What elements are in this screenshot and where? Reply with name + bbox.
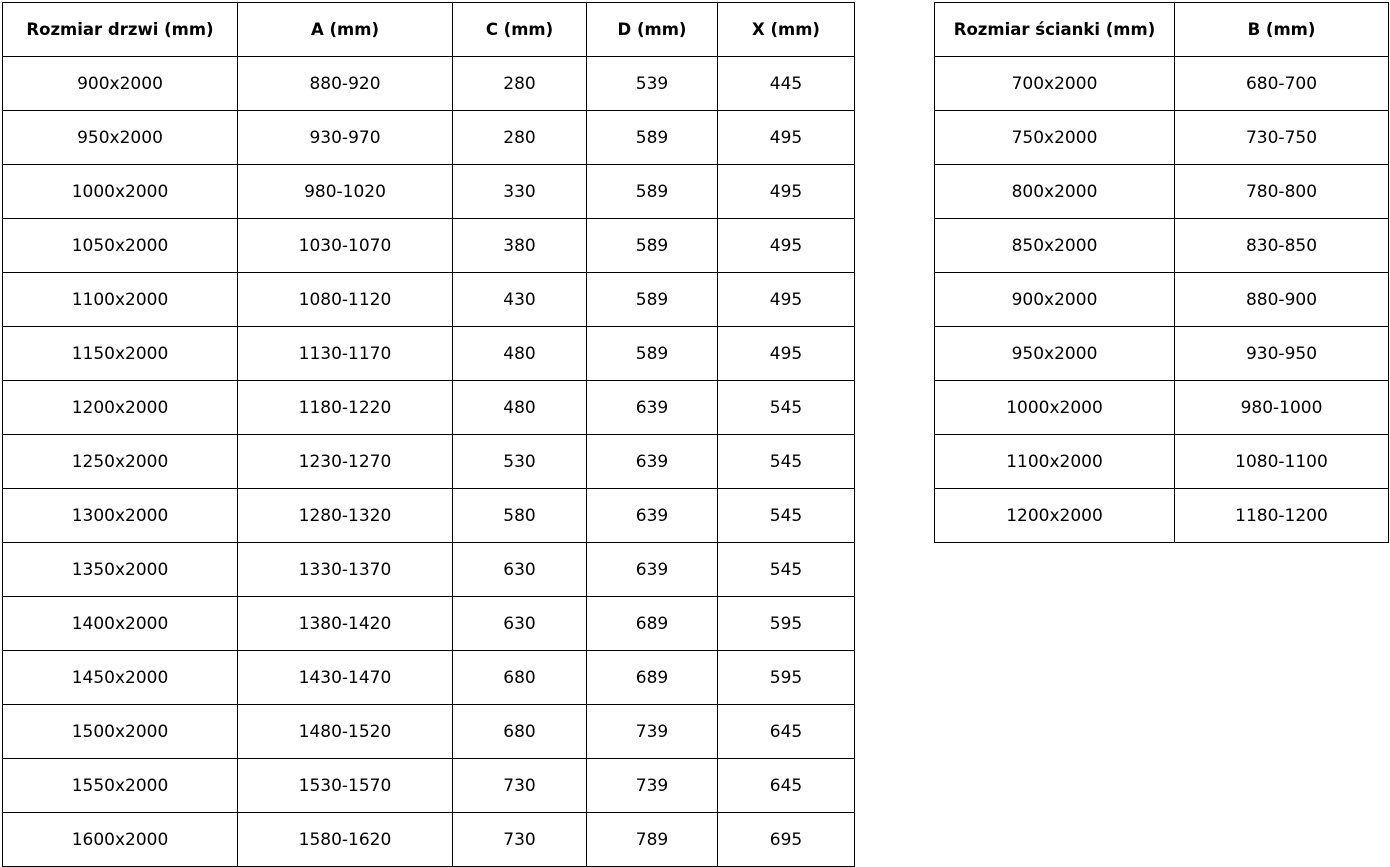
table-row: [3, 435, 855, 489]
cell-d: 739: [587, 759, 718, 813]
cell-a: 1080-1120: [238, 273, 453, 327]
cell-x: 545: [718, 381, 855, 435]
cell-door-size: 1150x2000: [3, 327, 238, 381]
cell-door-size: 1250x2000: [3, 435, 238, 489]
cell-door-size: 1350x2000: [3, 543, 238, 597]
cell-x: 545: [718, 435, 855, 489]
cell-d: 639: [587, 435, 718, 489]
table-row: [935, 57, 1389, 111]
cell-door-size: 1600x2000: [3, 813, 238, 867]
cell-door-size: 1550x2000: [3, 759, 238, 813]
cell-d: 639: [587, 489, 718, 543]
column-header-b: B (mm): [1175, 3, 1389, 57]
cell-door-size: 1100x2000: [3, 273, 238, 327]
cell-c: 280: [453, 57, 587, 111]
table-row: [3, 273, 855, 327]
table-row: [3, 813, 855, 867]
cell-c: 330: [453, 165, 587, 219]
column-header-d: D (mm): [587, 3, 718, 57]
table-row: [3, 165, 855, 219]
cell-c: 580: [453, 489, 587, 543]
cell-a: 1280-1320: [238, 489, 453, 543]
cell-a: 1230-1270: [238, 435, 453, 489]
table-row: [3, 219, 855, 273]
cell-a: 930-970: [238, 111, 453, 165]
column-header-c: C (mm): [453, 3, 587, 57]
table-row: [935, 165, 1389, 219]
cell-d: 689: [587, 651, 718, 705]
cell-b: 1080-1100: [1175, 435, 1389, 489]
cell-c: 280: [453, 111, 587, 165]
cell-door-size: 1050x2000: [3, 219, 238, 273]
table-row: [3, 759, 855, 813]
cell-c: 680: [453, 705, 587, 759]
cell-b: 980-1000: [1175, 381, 1389, 435]
cell-x: 495: [718, 327, 855, 381]
cell-door-size: 1500x2000: [3, 705, 238, 759]
cell-d: 639: [587, 543, 718, 597]
cell-a: 1580-1620: [238, 813, 453, 867]
cell-d: 689: [587, 597, 718, 651]
cell-c: 480: [453, 381, 587, 435]
table-row: [935, 489, 1389, 543]
table-row: [935, 273, 1389, 327]
table-header-row: [935, 3, 1389, 57]
cell-c: 630: [453, 543, 587, 597]
cell-d: 589: [587, 165, 718, 219]
cell-door-size: 1450x2000: [3, 651, 238, 705]
table-row: [3, 651, 855, 705]
cell-a: 1180-1220: [238, 381, 453, 435]
table-row: [3, 705, 855, 759]
cell-wall-size: 1000x2000: [935, 381, 1175, 435]
cell-wall-size: 900x2000: [935, 273, 1175, 327]
cell-c: 730: [453, 759, 587, 813]
cell-d: 789: [587, 813, 718, 867]
cell-x: 645: [718, 705, 855, 759]
table-row: [3, 543, 855, 597]
cell-d: 639: [587, 381, 718, 435]
table-row: [3, 489, 855, 543]
cell-b: 730-750: [1175, 111, 1389, 165]
cell-wall-size: 1100x2000: [935, 435, 1175, 489]
cell-wall-size: 1200x2000: [935, 489, 1175, 543]
cell-x: 595: [718, 597, 855, 651]
cell-a: 1430-1470: [238, 651, 453, 705]
cell-x: 695: [718, 813, 855, 867]
cell-d: 589: [587, 111, 718, 165]
cell-door-size: 1300x2000: [3, 489, 238, 543]
column-header-door-size: Rozmiar drzwi (mm): [3, 3, 238, 57]
cell-a: 1330-1370: [238, 543, 453, 597]
cell-x: 645: [718, 759, 855, 813]
cell-a: 980-1020: [238, 165, 453, 219]
cell-d: 539: [587, 57, 718, 111]
cell-door-size: 950x2000: [3, 111, 238, 165]
column-header-a: A (mm): [238, 3, 453, 57]
table-row: [935, 435, 1389, 489]
cell-d: 589: [587, 219, 718, 273]
cell-x: 495: [718, 219, 855, 273]
cell-c: 630: [453, 597, 587, 651]
cell-c: 680: [453, 651, 587, 705]
cell-door-size: 1400x2000: [3, 597, 238, 651]
column-header-wall-size: Rozmiar ścianki (mm): [935, 3, 1175, 57]
cell-d: 589: [587, 273, 718, 327]
table-row: [3, 57, 855, 111]
cell-wall-size: 800x2000: [935, 165, 1175, 219]
cell-c: 480: [453, 327, 587, 381]
cell-x: 495: [718, 165, 855, 219]
cell-b: 1180-1200: [1175, 489, 1389, 543]
table-row: [935, 111, 1389, 165]
table-row: [3, 597, 855, 651]
door-dimensions-table: [2, 2, 855, 867]
cell-d: 589: [587, 327, 718, 381]
table-row: [3, 327, 855, 381]
cell-door-size: 1000x2000: [3, 165, 238, 219]
cell-b: 780-800: [1175, 165, 1389, 219]
cell-x: 595: [718, 651, 855, 705]
cell-door-size: 1200x2000: [3, 381, 238, 435]
cell-c: 430: [453, 273, 587, 327]
cell-wall-size: 750x2000: [935, 111, 1175, 165]
table-row: [935, 327, 1389, 381]
cell-x: 545: [718, 543, 855, 597]
cell-wall-size: 850x2000: [935, 219, 1175, 273]
cell-b: 880-900: [1175, 273, 1389, 327]
table-row: [935, 219, 1389, 273]
wall-dimensions-table: [934, 2, 1389, 543]
cell-x: 545: [718, 489, 855, 543]
column-header-x: X (mm): [718, 3, 855, 57]
cell-x: 495: [718, 111, 855, 165]
cell-b: 930-950: [1175, 327, 1389, 381]
cell-a: 1380-1420: [238, 597, 453, 651]
cell-wall-size: 700x2000: [935, 57, 1175, 111]
table-row: [935, 381, 1389, 435]
cell-door-size: 900x2000: [3, 57, 238, 111]
cell-a: 1530-1570: [238, 759, 453, 813]
cell-c: 380: [453, 219, 587, 273]
table-header-row: [3, 3, 855, 57]
cell-a: 880-920: [238, 57, 453, 111]
cell-wall-size: 950x2000: [935, 327, 1175, 381]
cell-x: 495: [718, 273, 855, 327]
table-row: [3, 381, 855, 435]
table-row: [3, 111, 855, 165]
cell-c: 730: [453, 813, 587, 867]
cell-a: 1480-1520: [238, 705, 453, 759]
cell-b: 680-700: [1175, 57, 1389, 111]
cell-b: 830-850: [1175, 219, 1389, 273]
cell-a: 1130-1170: [238, 327, 453, 381]
cell-x: 445: [718, 57, 855, 111]
cell-a: 1030-1070: [238, 219, 453, 273]
cell-c: 530: [453, 435, 587, 489]
cell-d: 739: [587, 705, 718, 759]
